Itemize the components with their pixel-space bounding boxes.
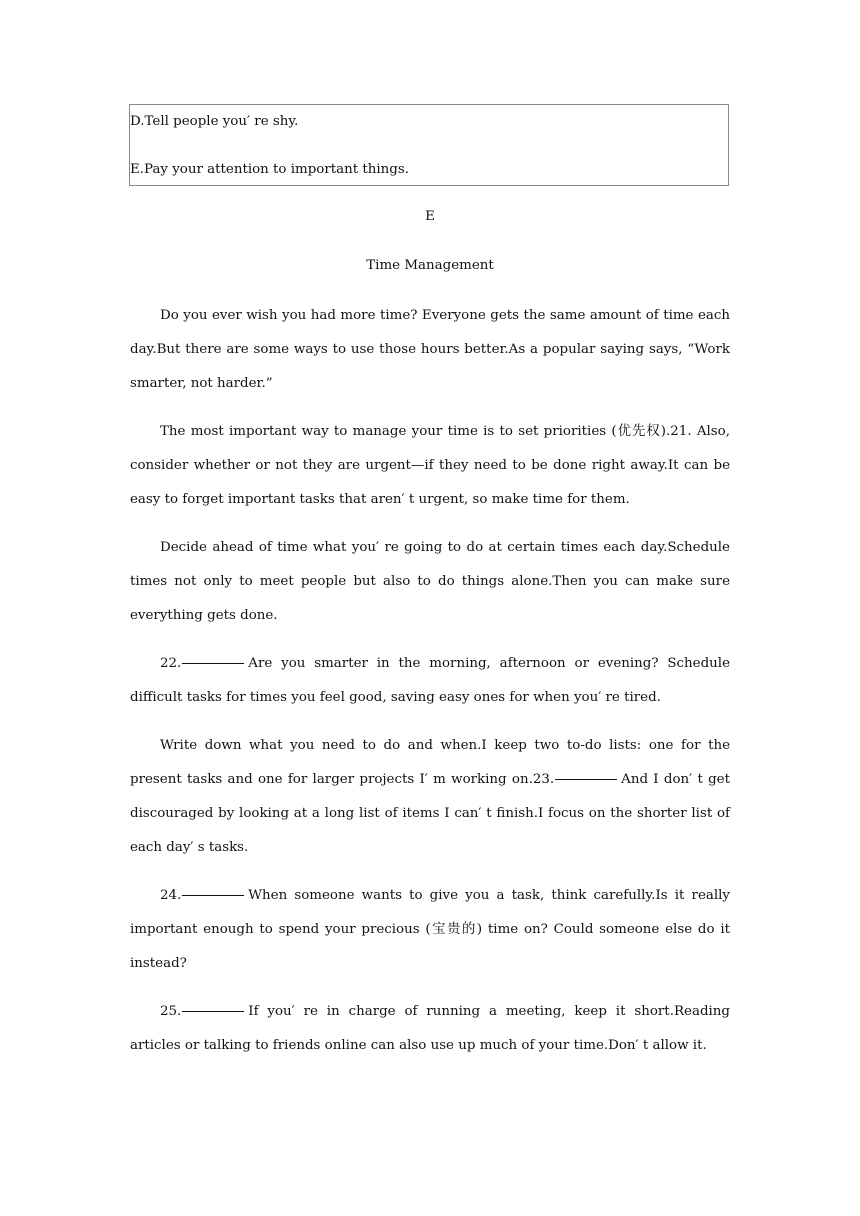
paragraph-6: [130, 879, 730, 981]
question-number-23: 23.: [532, 772, 555, 787]
answer-blank-22[interactable]: [182, 662, 244, 664]
paragraph-1: [130, 299, 730, 401]
paragraph-7-text: If you′ re in charge of running a meeting, keep it short.Reading articles or talking to friends online can also use up much of your time.Don′ t allow it.: [130, 1004, 730, 1053]
answer-blank-25[interactable]: [182, 1010, 244, 1012]
option-e: E.Pay your attention to important things.: [130, 162, 410, 177]
paragraph-3: [130, 531, 730, 633]
paragraph-1-text: Do you ever wish you had more time? Everyone gets the same amount of time each day.But there are some ways to use those hours better.As a popular saying says, “Work smarter, not harder.”: [130, 308, 730, 391]
options-box: [129, 104, 729, 186]
paragraph-5-pre-text: Write down what you need to do and when.I keep two to-do lists: one for the present tasks and one for larger projects I′ m working on.: [130, 738, 730, 787]
paragraph-7: [130, 995, 730, 1063]
paragraph-2-text: The most important way to manage your time is to set priorities (优先权).21. Also, consider whether or not they are urgent—if they need to be done right away.It can be easy to forget important tasks that aren′ t urgent, so make time for them.: [130, 424, 730, 507]
section-letter: E: [425, 209, 435, 224]
paragraph-4-text: Are you smarter in the morning, afternoon or evening? Schedule difficult tasks for times you feel good, saving easy ones for when you′ re tired.: [130, 656, 730, 705]
paragraph-5-text: And I don′ t get discouraged by looking at a long list of items I can′ t finish.I focus on the shorter list of each day′ s tasks.: [130, 772, 730, 855]
answer-blank-23[interactable]: [555, 778, 617, 780]
answer-blank-24[interactable]: [182, 894, 244, 896]
passage-title: Time Management: [366, 258, 494, 273]
question-number-22: 22.: [160, 656, 182, 671]
question-number-25: 25.: [160, 1004, 182, 1019]
question-number-24: 24.: [160, 888, 182, 903]
paragraph-2: [130, 415, 730, 517]
paragraph-6-text: When someone wants to give you a task, think carefully.Is it really important enough to spend your precious (宝贵的) time on? Could someone else do it instead?: [130, 888, 730, 971]
paragraph-3-text: Decide ahead of time what you′ re going to do at certain times each day.Schedule times not only to meet people but also to do things alone.Then you can make sure everything gets done.: [130, 540, 730, 623]
option-d: D.Tell people you′ re shy.: [130, 114, 299, 129]
paragraph-4: [130, 647, 730, 715]
paragraph-5: [130, 729, 730, 865]
